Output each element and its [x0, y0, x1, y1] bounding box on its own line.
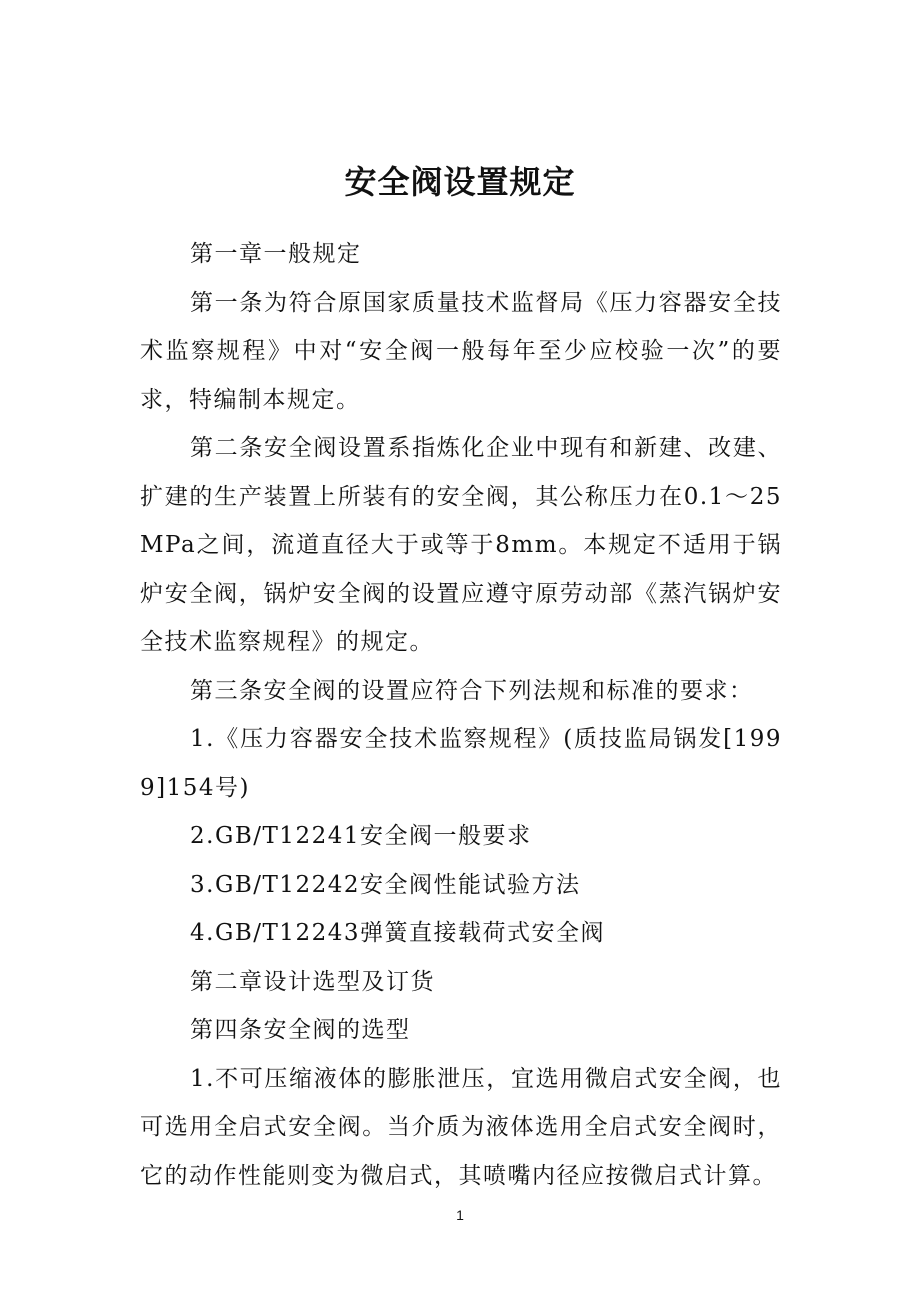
- document-title: 安全阀设置规定: [344, 163, 576, 201]
- article-paragraph: 第一条为符合原国家质量技术监督局《压力容器安全技术监察规程》中对“安全阀一般每年至少应校验一次”的要求，特编制本规定。: [140, 289, 782, 413]
- chapter-heading: 第一章一般规定: [190, 241, 362, 267]
- article-paragraph: 第二条安全阀设置系指炼化企业中现有和新建、改建、扩建的生产装置上所装有的安全阀，其公称压力在0.1～25MPa之间，流道直径大于或等于8mm。本规定不适用于锅炉安全阀，锅炉安全阀的设置应遵守原劳动部《蒸汽锅炉安全技术监察规程》的规定。: [140, 435, 782, 655]
- chapter-heading: 第二章设计选型及订货: [190, 968, 435, 995]
- page-number: 1: [456, 1207, 464, 1223]
- list-item: 3.GB/T12242安全阀性能试验方法: [190, 871, 581, 898]
- article-paragraph: 第三条安全阀的设置应符合下列法规和标准的要求：: [190, 677, 754, 704]
- list-item: 2.GB/T12241安全阀一般要求: [190, 823, 532, 849]
- document-body: [140, 230, 782, 1200]
- list-item: 4.GB/T12243弹簧直接载荷式安全阀: [190, 920, 605, 946]
- list-item: 1.《压力容器安全技术监察规程》(质技监局锅发[1999]154号): [140, 726, 782, 801]
- article-paragraph: 第四条安全阀的选型: [190, 1017, 411, 1043]
- list-item: 1.不可压缩液体的膨胀泄压，宜选用微启式安全阀，也可选用全启式安全阀。当介质为液体选用全启式安全阀时，它的动作性能则变为微启式，其喷嘴内径应按微启式计算。: [140, 1065, 782, 1189]
